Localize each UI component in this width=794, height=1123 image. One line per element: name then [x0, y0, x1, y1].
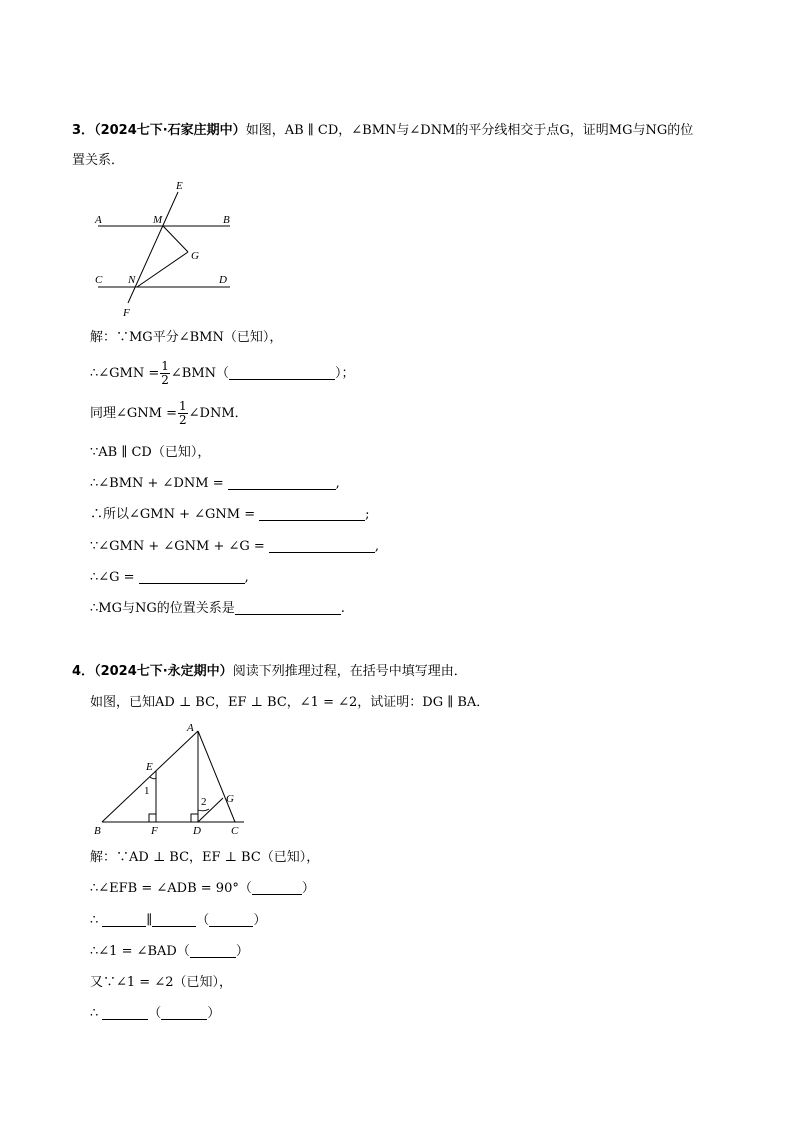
- q4-line-ab: [102, 731, 198, 822]
- q3-stem-text: 如图，AB ∥ CD，∠BMN与∠DNM的平分线相交于点G，证明MG与NG的位: [245, 123, 694, 138]
- q4-label-1: 1: [144, 785, 150, 797]
- q4-line-ac: [198, 731, 235, 822]
- q4-label-f: F: [151, 825, 158, 837]
- q3-blank-5[interactable]: [139, 569, 245, 584]
- q3-label-g: G: [191, 250, 199, 262]
- q4-angle1-arc: [150, 777, 156, 779]
- q4-label-2: 2: [201, 796, 207, 808]
- q3-source: （2024七下·石家庄期中）: [94, 123, 246, 138]
- q3-step4: ∵AB ∥ CD（已知），: [90, 445, 211, 460]
- q3-label-f: F: [123, 307, 130, 319]
- q4-label-c: C: [231, 825, 239, 837]
- q4-blank-4[interactable]: [209, 912, 253, 927]
- q4-step6: ∴ （ ）: [90, 1006, 221, 1021]
- q4-stem-line2: 如图，已知AD ⊥ BC，EF ⊥ BC，∠1 = ∠2，试证明：DG ∥ BA．: [90, 695, 490, 710]
- q4-right-angle-f: [149, 814, 156, 822]
- q4-stem-text: 阅读下列推理过程，在括号中填写理由．: [232, 664, 467, 679]
- q3-label-b: B: [223, 214, 230, 226]
- q3-step9: ∴MG与NG的位置关系是 .: [90, 601, 345, 616]
- q3-step7: ∵∠GMN + ∠GNM + ∠G = ,: [90, 539, 379, 554]
- q4-blank-2[interactable]: [102, 912, 146, 927]
- q3-blank-4[interactable]: [269, 538, 375, 553]
- q4-label-b: B: [94, 825, 101, 837]
- q4-step2: ∴∠EFB = ∠ADB = 90°（ ）: [90, 881, 315, 896]
- q3-label-n: N: [128, 274, 136, 286]
- q3-step1: 解：∵MG平分∠BMN（已知），: [90, 330, 283, 345]
- q3-blank-3[interactable]: [259, 506, 365, 521]
- q4-stem-line1: 4．（2024七下·永定期中）阅读下列推理过程，在括号中填写理由．: [72, 664, 467, 679]
- q4-step1: 解：∵AD ⊥ BC，EF ⊥ BC（已知），: [90, 850, 320, 865]
- q4-blank-5[interactable]: [190, 943, 236, 958]
- q3-line-ef: [128, 192, 178, 303]
- q4-label-g: G: [226, 793, 234, 805]
- q3-step5: ∴∠BMN + ∠DNM = ,: [90, 476, 340, 491]
- q4-step5: 又∵∠1 = ∠2（已知），: [90, 975, 232, 990]
- q4-blank-7[interactable]: [161, 1005, 207, 1020]
- q3-blank-2[interactable]: [228, 475, 336, 490]
- q4-number: 4: [72, 664, 82, 679]
- q3-label-m: M: [153, 214, 163, 226]
- q3-step3: 同理∠GNM = $\frac{1}{2}$ ∠DNM．: [90, 399, 248, 427]
- q3-blank-6[interactable]: [235, 600, 341, 615]
- q3-label-e: E: [176, 180, 183, 192]
- q4-step4: ∴∠1 = ∠BAD（ ）: [90, 944, 249, 959]
- q3-stem-line2: 置关系．: [72, 153, 125, 168]
- q4-label-a: A: [187, 722, 194, 734]
- q4-right-angle-d: [191, 814, 198, 822]
- q3-step2-fraction: $\frac{1}{2}$: [161, 359, 169, 387]
- q3-stem-line1: 3．（2024七下·石家庄期中）如图，AB ∥ CD，∠BMN与∠DNM的平分线相交于点G，证明MG与NG的位: [72, 123, 694, 138]
- q4-blank-6[interactable]: [102, 1005, 148, 1020]
- q4-blank-3[interactable]: [152, 912, 196, 927]
- q3-segment-ng: [137, 252, 188, 287]
- q4-step3: ∴ ∥ （ ）: [90, 913, 267, 928]
- q3-step2: ∴∠GMN = $\frac{1}{2}$ ∠BMN（ ）；: [90, 359, 355, 387]
- q3-number: 3: [72, 123, 82, 138]
- q4-figure: [88, 718, 258, 843]
- q4-source: （2024七下·永定期中）: [94, 664, 233, 679]
- q3-step6: ∴所以∠GMN + ∠GNM = ;: [90, 507, 370, 522]
- q4-label-e: E: [146, 761, 153, 773]
- q4-blank-1[interactable]: [252, 880, 302, 895]
- q3-step8: ∴∠G = ,: [90, 570, 249, 585]
- q3-step3-fraction: $\frac{1}{2}$: [179, 399, 187, 427]
- q3-figure: [90, 175, 250, 320]
- q3-label-c: C: [95, 274, 103, 286]
- q4-angle2-arc: [198, 809, 209, 811]
- q3-label-d: D: [219, 274, 227, 286]
- q4-label-d: D: [193, 825, 201, 837]
- q3-segment-mg: [163, 226, 188, 252]
- q3-blank-1[interactable]: [229, 365, 335, 380]
- q3-label-a: A: [95, 214, 102, 226]
